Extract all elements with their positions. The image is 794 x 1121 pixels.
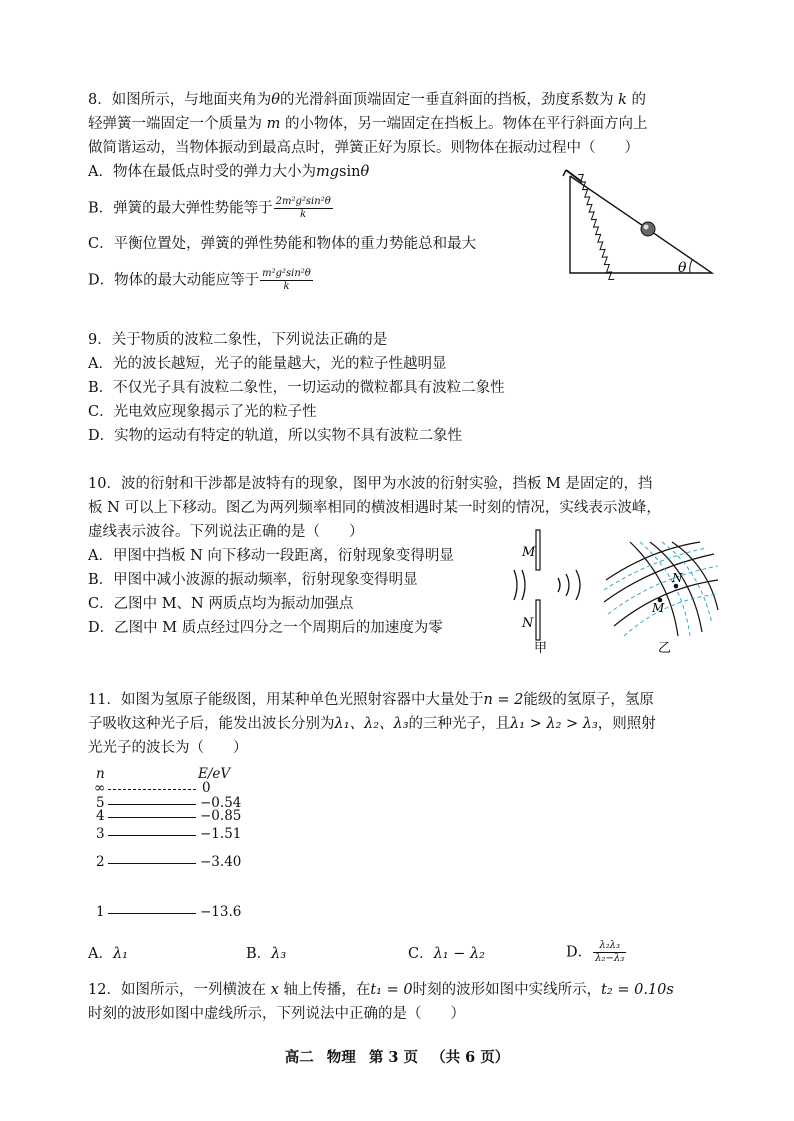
level-n: 5 xyxy=(96,795,105,811)
numerator: 2m²g²sin²θ xyxy=(275,196,331,207)
theta-symbol: θ xyxy=(271,92,280,108)
t1-expr: t₁ = 0 xyxy=(370,982,413,998)
option-label: C． xyxy=(408,946,434,962)
q8-option-d xyxy=(88,268,314,293)
q11-text: 子吸收这种光子后，能发出波长分别为 xyxy=(88,716,335,732)
q11-option-c xyxy=(408,944,485,964)
q10-option-a: A．甲图中挡板 N 向下移动一段距离，衍射现象变得明显 xyxy=(88,548,454,564)
q10-option-b: B．甲图中减小波源的振动频率，衍射现象变得明显 xyxy=(88,572,418,588)
q8-option-a-text: A．物体在最低点时受的弹力大小为 xyxy=(88,164,316,180)
q11-text: 能级的氢原子，氢原 xyxy=(523,692,654,708)
k-symbol: k xyxy=(618,92,627,108)
option-label: B． xyxy=(246,946,272,962)
level-n: ∞ xyxy=(94,780,106,796)
fraction xyxy=(593,940,626,965)
level-n: 1 xyxy=(96,904,105,920)
q10-stem-line2: 板 N 可以上下移动。图乙为两列频率相同的横波相遇时某一时刻的情况，实线表示波峰， xyxy=(88,500,661,516)
n-axis-label: n xyxy=(96,766,105,782)
level-n: 3 xyxy=(96,826,105,842)
option-value: λ₁ − λ₂ xyxy=(433,946,485,962)
q10-stem-line1: 10．波的衍射和干涉都是波特有的现象，图甲为水波的衍射实验，挡板 M 是固定的，挡 xyxy=(88,476,653,492)
footer-total-pages: （共 6 页） xyxy=(431,1049,510,1066)
wave-arc xyxy=(514,570,517,600)
q12-stem-line2: 时刻的波形如图中虚线所示，下列说法中正确的是（ ） xyxy=(88,1006,465,1022)
theta-symbol: θ xyxy=(360,164,370,180)
x-symbol: x xyxy=(270,982,279,998)
footer-grade: 高二 xyxy=(284,1049,314,1066)
level-energy: 0 xyxy=(202,780,211,796)
wave-arc xyxy=(576,570,580,600)
level-line xyxy=(108,863,196,864)
crest-lines xyxy=(604,542,718,636)
incline-spring-figure xyxy=(560,168,720,280)
figure-label-jia: 甲 xyxy=(534,641,548,656)
q11-stem-line3: 光光子的波长为（ ） xyxy=(88,740,248,756)
t2-expr: t₂ = 0.10s xyxy=(601,982,674,998)
q9-option-c: C．光电效应现象揭示了光的粒子性 xyxy=(88,404,317,420)
option-value: λ₁ xyxy=(112,946,128,962)
q10-stem-line3: 虚线表示波谷。下列说法正确的是（ ） xyxy=(88,524,364,540)
q11-stem-line2 xyxy=(88,714,656,734)
fraction xyxy=(260,268,313,293)
q9-option-d: D．实物的运动有特定的轨道，所以实物不具有波粒二象性 xyxy=(88,428,463,444)
q11-text: 11．如图为氢原子能级图，用某种单色光照射容器中大量处于 xyxy=(88,692,484,708)
footer-page-number: 第 3 页 xyxy=(368,1049,419,1066)
q8-stem-line2 xyxy=(88,114,647,134)
q12-text: 轴上传播，在 xyxy=(283,982,371,998)
level-energy: −3.40 xyxy=(200,854,242,870)
mg-expr: mg xyxy=(315,164,340,180)
q10-option-d: D．乙图中 M 质点经过四分之一个周期后的加速度为零 xyxy=(88,620,443,636)
q8-stem-line3: 做简谐运动，当物体振动到最高点时，弹簧正好为原长。则物体在振动过程中（ ） xyxy=(88,140,639,156)
numerator: m²g²sin²θ xyxy=(262,268,311,279)
label-n: N xyxy=(672,571,683,585)
label-n: N xyxy=(522,616,534,631)
q11-text: 的三种光子，且 xyxy=(408,716,511,732)
wave-arc xyxy=(558,578,560,592)
q8-option-b xyxy=(88,196,334,221)
denominator: k xyxy=(300,209,307,220)
m-symbol: m xyxy=(266,116,281,132)
level-n: 4 xyxy=(96,808,105,824)
q12-text: 时刻的波形如图中实线所示， xyxy=(412,982,602,998)
denominator: k xyxy=(283,281,290,292)
level-line xyxy=(108,804,196,805)
q8-text: 轻弹簧一端固定一个质量为 xyxy=(88,116,262,132)
ball-highlight xyxy=(644,225,649,230)
option-value: λ₃ xyxy=(271,946,287,962)
figure-label-yi: 乙 xyxy=(658,641,672,656)
baffle-m xyxy=(536,530,540,570)
q8-stem-line1 xyxy=(88,90,646,110)
page-footer xyxy=(0,1046,794,1067)
q9-option-a: A．光的波长越短，光子的能量越大，光的粒子性越明显 xyxy=(88,356,447,372)
q9-option-b: B．不仅光子具有波粒二象性，一切运动的微粒都具有波粒二象性 xyxy=(88,380,505,396)
q11-text: ，则照射 xyxy=(597,716,656,732)
level-line xyxy=(108,913,196,914)
q8-option-a xyxy=(88,162,369,182)
footer-subject: 物理 xyxy=(326,1049,356,1066)
sin-text: sin xyxy=(339,164,361,180)
fraction xyxy=(274,196,333,221)
energy-axis-label: E/eV xyxy=(198,766,231,782)
level-energy: −13.6 xyxy=(200,904,242,920)
denominator: λ₂−λ₃ xyxy=(595,953,625,964)
q11-option-a xyxy=(88,944,128,964)
angle-label: θ xyxy=(678,260,687,276)
baffle-plate xyxy=(563,170,566,176)
incline-triangle xyxy=(570,176,712,273)
angle-arc xyxy=(690,260,692,273)
trough-lines xyxy=(604,542,718,636)
baffle-n xyxy=(536,600,540,640)
diffraction-figure-jia xyxy=(500,526,600,656)
option-label: A． xyxy=(88,946,113,962)
q8-text: 的 xyxy=(631,92,646,108)
level-line xyxy=(108,835,196,836)
q12-text: 12．如图所示，一列横波在 xyxy=(88,982,266,998)
ball xyxy=(641,222,655,236)
n-equals-2: n = 2 xyxy=(483,692,524,708)
numerator: λ₂λ₃ xyxy=(593,940,626,953)
lambda-inequality: λ₁ > λ₂ > λ₃ xyxy=(510,716,598,732)
label-m: M xyxy=(652,601,665,615)
wave-arc xyxy=(522,570,525,600)
q8-option-d-text: D．物体的最大动能应等于 xyxy=(88,272,260,289)
level-n: 2 xyxy=(96,854,105,870)
interference-figure-yi xyxy=(600,540,720,656)
level-energy: −1.51 xyxy=(200,826,242,842)
level-energy: −0.54 xyxy=(200,795,242,811)
q8-text: 的光滑斜面顶端固定一垂直斜面的挡板，劲度系数为 xyxy=(279,92,614,108)
lambda-list: λ₁、λ₂、λ₃ xyxy=(334,716,409,732)
label-m: M xyxy=(522,545,536,560)
wave-arc xyxy=(566,574,569,596)
q12-stem-line1 xyxy=(88,980,674,1000)
q8-text: 8．如图所示，与地面夹角为 xyxy=(88,92,272,108)
level-line xyxy=(108,789,196,790)
level-energy: −0.85 xyxy=(200,808,242,824)
q10-option-c: C．乙图中 M、N 两质点均为振动加强点 xyxy=(88,596,354,612)
q9-stem: 9．关于物质的波粒二象性，下列说法正确的是 xyxy=(88,332,388,348)
option-label: D． xyxy=(566,944,593,961)
q11-option-d xyxy=(566,940,627,965)
q11-option-b xyxy=(246,944,286,964)
q8-text: 的小物体，另一端固定在挡板上。物体在平行斜面方向上 xyxy=(284,116,648,132)
q8-option-b-text: B．弹簧的最大弹性势能等于 xyxy=(88,200,273,217)
q11-stem-line1 xyxy=(88,690,654,710)
baffle-plate xyxy=(566,170,582,182)
level-line xyxy=(108,817,196,818)
q8-option-c: C．平衡位置处，弹簧的弹性势能和物体的重力势能总和最大 xyxy=(88,236,477,252)
